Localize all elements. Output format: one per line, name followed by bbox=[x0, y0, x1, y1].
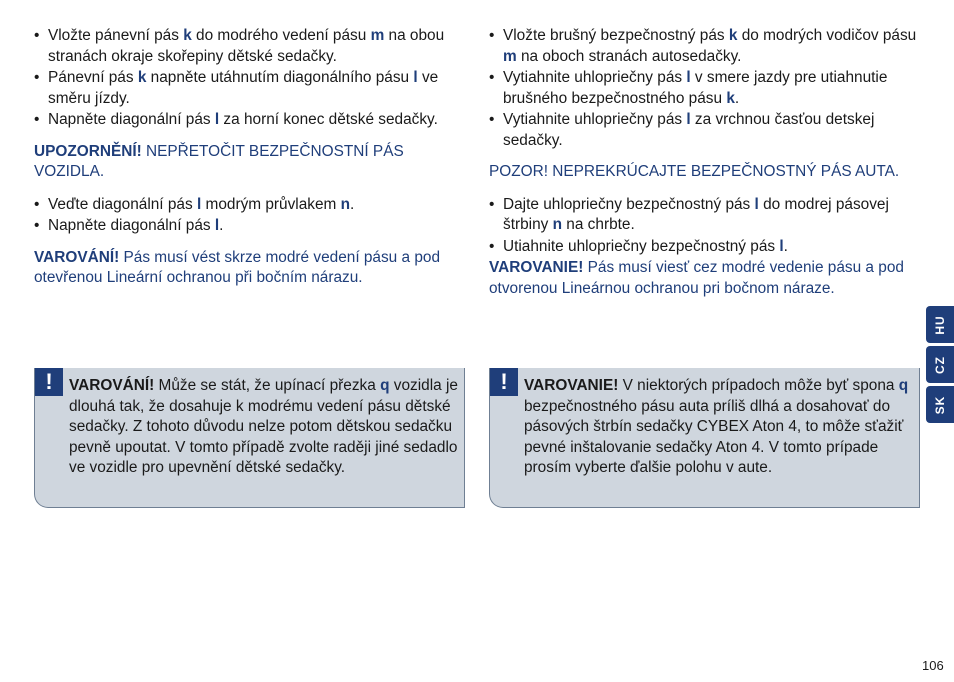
instruction-list-1 bbox=[34, 26, 454, 131]
box-text: VAROVANIE! V niektorých prípadoch môže byť spona q bezpečnostného pásu auta príliš dlhá a dosahovať do pásových štrbín sedačky CYBEX Aton 4, to môže sťažiť pevné inštalovanie sedačky Aton 4. V tomto prípade prosím vyberte ďalšie polohu v aute. bbox=[524, 377, 909, 476]
language-tabs bbox=[926, 306, 954, 426]
exclamation-icon: ! bbox=[35, 368, 63, 396]
caution-text: POZOR! NEPREKRÚCAJTE BEZPEČNOSTNÝ PÁS AUTA. bbox=[489, 163, 900, 180]
list-item: • Vytiahnite uhlopriečny pás l v smere jazdy pre utiahnutie brušného bezpečnostného pásu k. bbox=[489, 68, 919, 109]
list-item: • Veďte diagonální pás l modrým průvlakem n. bbox=[34, 195, 454, 216]
page-number: 106 bbox=[922, 658, 944, 673]
list-item: • Dajte uhlopriečny bezpečnostný pás l do modrej pásovej štrbiny n na chrbte. bbox=[489, 195, 919, 236]
list-item: • Utiahnite uhlopriečny bezpečnostný pás l. bbox=[489, 237, 919, 258]
list-item: • Napněte diagonální pás l. bbox=[34, 216, 454, 237]
tab-sk[interactable]: SK bbox=[926, 386, 954, 423]
caution-text: UPOZORNĚNÍ! NEPŘETOČIT BEZPEČNOSTNÍ PÁS VOZIDLA. bbox=[34, 142, 404, 180]
warning-text: VAROVÁNÍ! Pás musí vést skrze modré vedení pásu a pod otevřenou Lineární ochranou při bočním nárazu. bbox=[34, 248, 441, 286]
list-item: • Vložte pánevní pás k do modrého vedení pásu m na obou stranách okraje skořepiny dětské sedačky. bbox=[34, 26, 454, 67]
instruction-list-1 bbox=[489, 26, 919, 151]
list-item: • Napněte diagonální pás l za horní konec dětské sedačky. bbox=[34, 110, 454, 131]
list-item: • Vložte brušný bezpečnostný pás k do modrých vodičov pásu m na oboch stranách autosedačky. bbox=[489, 26, 919, 67]
warning-box-sk bbox=[489, 368, 920, 508]
column-sk bbox=[489, 26, 919, 299]
column-cz bbox=[34, 26, 454, 289]
list-item: • Vytiahnite uhlopriečny pás l za vrchnou časťou detskej sedačky. bbox=[489, 110, 919, 151]
tab-cz[interactable]: CZ bbox=[926, 346, 954, 383]
warning-box-cz bbox=[34, 368, 465, 508]
instruction-list-2 bbox=[489, 195, 919, 258]
warning-text: VAROVANIE! Pás musí viesť cez modré vedenie pásu a pod otvorenou Lineárnou ochranou pri bočnom náraze. bbox=[489, 259, 904, 297]
exclamation-icon: ! bbox=[490, 368, 518, 396]
box-text: VAROVÁNÍ! Může se stát, že upínací přezka q vozidla je dlouhá tak, že dosahuje k modrému vedení pásu dětské sedačky. Z tohoto důvodu nelze potom dětskou sedačku pevně upoutat. V tomto případě zvolte raději jiné sedadlo ve vozidle pro upevnění dětské sedačky. bbox=[69, 377, 458, 476]
list-item: • Pánevní pás k napněte utáhnutím diagonálního pásu l ve směru jízdy. bbox=[34, 68, 454, 109]
instruction-list-2 bbox=[34, 195, 454, 237]
tab-hu[interactable]: HU bbox=[926, 306, 954, 343]
